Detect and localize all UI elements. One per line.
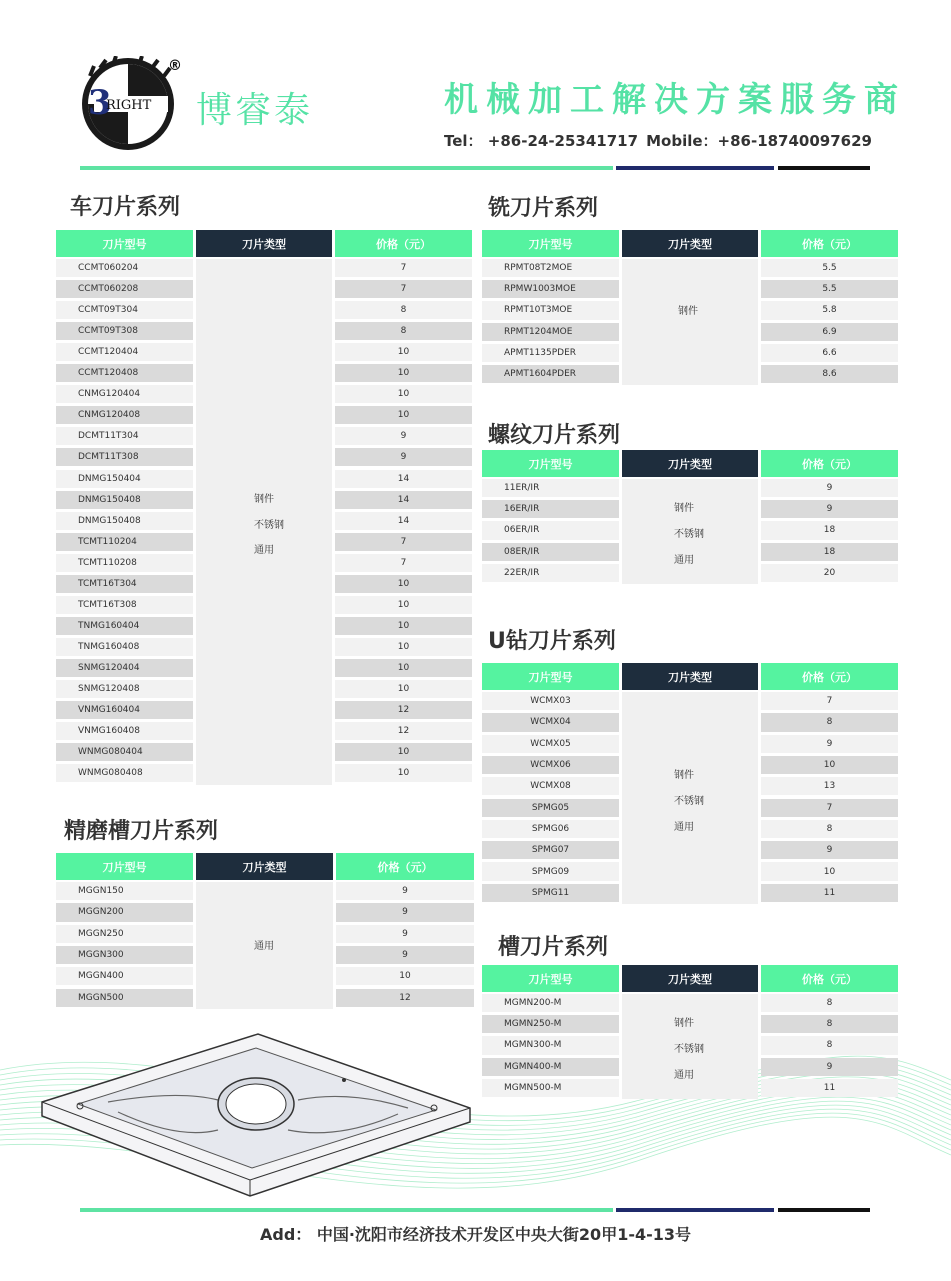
price-cell: 10 xyxy=(335,596,472,614)
price-cell: 9 xyxy=(336,925,474,943)
price-cell: 6.6 xyxy=(761,344,898,362)
model-cell: SPMG05 xyxy=(482,799,619,817)
model-cell: MGGN150 xyxy=(56,882,193,900)
table-header-grinding xyxy=(56,853,474,880)
type-line: 钢件 xyxy=(678,306,698,317)
model-cell: CCMT060204 xyxy=(56,259,193,277)
price-cell: 8 xyxy=(761,1036,898,1054)
model-cell: TNMG160408 xyxy=(56,638,193,656)
price-cell: 7 xyxy=(335,533,472,551)
model-cell: CCMT09T304 xyxy=(56,301,193,319)
price-cell: 9 xyxy=(336,882,474,900)
price-cell: 8 xyxy=(335,301,472,319)
model-cell: MGMN200-M xyxy=(482,994,619,1012)
slogan: 机械加工解决方案服务商 xyxy=(444,80,906,120)
turning-type-cell xyxy=(196,259,332,785)
price-cell: 7 xyxy=(335,259,472,277)
price-cell: 9 xyxy=(335,448,472,466)
model-cell: 06ER/IR xyxy=(482,521,619,539)
type-line: 通用 xyxy=(254,545,274,556)
price-cell: 8 xyxy=(761,1015,898,1033)
price-cell: 10 xyxy=(335,617,472,635)
price-cell: 7 xyxy=(761,692,898,710)
col-price: 价格（元） xyxy=(761,663,898,690)
col-model: 刀片型号 xyxy=(56,230,193,257)
price-cell: 9 xyxy=(761,500,898,518)
price-cell: 10 xyxy=(335,406,472,424)
model-cell: RPMW1003MOE xyxy=(482,280,619,298)
model-cell: CNMG120408 xyxy=(56,406,193,424)
section-title-turning: 车刀片系列 xyxy=(70,195,181,220)
col-type: 刀片类型 xyxy=(622,663,758,690)
model-cell: MGMN400-M xyxy=(482,1058,619,1076)
thread-type-cell xyxy=(622,479,758,584)
price-cell: 5.5 xyxy=(761,280,898,298)
table-header-udrill xyxy=(482,663,898,690)
table-header-groove xyxy=(482,965,898,992)
model-cell: MGMN300-M xyxy=(482,1036,619,1054)
section-title-thread: 螺纹刀片系列 xyxy=(488,423,621,448)
price-cell: 5.5 xyxy=(761,259,898,277)
type-line: 钢件 xyxy=(674,503,694,514)
price-cell: 7 xyxy=(335,554,472,572)
model-cell: APMT1135PDER xyxy=(482,344,619,362)
model-cell: MGGN500 xyxy=(56,989,193,1007)
price-cell: 8.6 xyxy=(761,365,898,383)
price-cell: 9 xyxy=(335,427,472,445)
col-model: 刀片型号 xyxy=(482,965,619,992)
model-cell: MGGN300 xyxy=(56,946,193,964)
price-cell: 6.9 xyxy=(761,323,898,341)
price-cell: 9 xyxy=(761,735,898,753)
type-line: 不锈钢 xyxy=(254,520,284,531)
milling-type-cell xyxy=(622,259,758,385)
udrill-type-cell xyxy=(622,692,758,904)
model-cell: WCMX08 xyxy=(482,777,619,795)
model-cell: TCMT110204 xyxy=(56,533,193,551)
groove-type-cell xyxy=(622,994,758,1099)
footer-rule-green xyxy=(80,1208,613,1212)
model-cell: SNMG120404 xyxy=(56,659,193,677)
footer-rule-black xyxy=(778,1208,870,1212)
model-cell: MGMN500-M xyxy=(482,1079,619,1097)
header-rule-green xyxy=(80,166,613,170)
model-cell: DNMG150404 xyxy=(56,470,193,488)
price-cell: 9 xyxy=(761,479,898,497)
col-price: 价格（元） xyxy=(761,965,898,992)
registered-mark: ® xyxy=(168,58,182,74)
header-rule-black xyxy=(778,166,870,170)
model-cell: RPMT1204MOE xyxy=(482,323,619,341)
col-type: 刀片类型 xyxy=(622,450,758,477)
model-cell: MGMN250-M xyxy=(482,1015,619,1033)
price-cell: 10 xyxy=(335,638,472,656)
price-cell: 18 xyxy=(761,543,898,561)
col-price: 价格（元） xyxy=(335,230,472,257)
price-cell: 10 xyxy=(335,575,472,593)
col-price: 价格（元） xyxy=(761,450,898,477)
price-cell: 10 xyxy=(761,756,898,774)
model-cell: CCMT09T308 xyxy=(56,322,193,340)
section-title-groove: 槽刀片系列 xyxy=(498,935,609,960)
type-line: 不锈钢 xyxy=(674,1044,704,1055)
price-cell: 10 xyxy=(336,967,474,985)
model-cell: SPMG07 xyxy=(482,841,619,859)
col-type: 刀片类型 xyxy=(196,230,332,257)
footer-rule-navy xyxy=(616,1208,774,1212)
col-type: 刀片类型 xyxy=(622,230,758,257)
table-header-thread xyxy=(482,450,898,477)
model-cell: VNMG160408 xyxy=(56,722,193,740)
price-cell: 9 xyxy=(336,946,474,964)
model-cell: MGGN200 xyxy=(56,903,193,921)
col-price: 价格（元） xyxy=(336,853,474,880)
col-model: 刀片型号 xyxy=(482,663,619,690)
section-title-grinding: 精磨槽刀片系列 xyxy=(64,819,219,844)
model-cell: TCMT16T308 xyxy=(56,596,193,614)
price-cell: 13 xyxy=(761,777,898,795)
model-cell: CCMT120408 xyxy=(56,364,193,382)
model-cell: 16ER/IR xyxy=(482,500,619,518)
model-cell: WCMX06 xyxy=(482,756,619,774)
price-cell: 14 xyxy=(335,512,472,530)
price-cell: 10 xyxy=(761,862,898,880)
col-type: 刀片类型 xyxy=(622,965,758,992)
contact-line xyxy=(444,130,872,151)
insert-illustration xyxy=(38,1030,474,1198)
col-model: 刀片型号 xyxy=(482,450,619,477)
price-cell: 9 xyxy=(336,903,474,921)
price-cell: 12 xyxy=(335,722,472,740)
type-line: 通用 xyxy=(674,1070,694,1081)
section-title-milling: 铣刀片系列 xyxy=(488,196,599,221)
price-cell: 12 xyxy=(335,701,472,719)
price-cell: 8 xyxy=(335,322,472,340)
model-cell: TCMT110208 xyxy=(56,554,193,572)
price-cell: 14 xyxy=(335,491,472,509)
col-price: 价格（元） xyxy=(761,230,898,257)
price-cell: 10 xyxy=(335,364,472,382)
type-line: 钢件 xyxy=(674,1018,694,1029)
grinding-type-cell xyxy=(196,882,333,1009)
model-cell: CCMT120404 xyxy=(56,343,193,361)
price-cell: 8 xyxy=(761,994,898,1012)
type-line: 通用 xyxy=(674,555,694,566)
model-cell: SPMG06 xyxy=(482,820,619,838)
model-cell: DNMG150408 xyxy=(56,491,193,509)
model-cell: MGGN400 xyxy=(56,967,193,985)
col-model: 刀片型号 xyxy=(56,853,193,880)
price-cell: 10 xyxy=(335,659,472,677)
price-cell: 10 xyxy=(335,385,472,403)
model-cell: CCMT060208 xyxy=(56,280,193,298)
table-header-milling xyxy=(482,230,898,257)
model-cell: 22ER/IR xyxy=(482,564,619,582)
table-header-turning xyxy=(56,230,472,257)
model-cell: APMT1604PDER xyxy=(482,365,619,383)
model-cell: WCMX05 xyxy=(482,735,619,753)
type-line: 钢件 xyxy=(674,770,694,781)
price-cell: 10 xyxy=(335,743,472,761)
type-line: 钢件 xyxy=(254,494,274,505)
price-cell: 20 xyxy=(761,564,898,582)
price-cell: 12 xyxy=(336,989,474,1007)
model-cell: TCMT16T304 xyxy=(56,575,193,593)
model-cell: 11ER/IR xyxy=(482,479,619,497)
model-cell: SPMG11 xyxy=(482,884,619,902)
price-cell: 8 xyxy=(761,713,898,731)
price-cell: 10 xyxy=(335,680,472,698)
model-cell: RPMT10T3MOE xyxy=(482,301,619,319)
model-cell: DNMG150408 xyxy=(56,512,193,530)
svg-text:3: 3 xyxy=(88,83,112,123)
col-type: 刀片类型 xyxy=(196,853,333,880)
price-cell: 9 xyxy=(761,841,898,859)
price-cell: 7 xyxy=(335,280,472,298)
model-cell: TNMG160404 xyxy=(56,617,193,635)
tel: Tel： +86-24-25341717 xyxy=(444,132,639,150)
col-model: 刀片型号 xyxy=(482,230,619,257)
model-cell: CNMG120404 xyxy=(56,385,193,403)
price-cell: 14 xyxy=(335,470,472,488)
price-cell: 9 xyxy=(761,1058,898,1076)
price-cell: 5.8 xyxy=(761,301,898,319)
brand-name: 博睿泰 xyxy=(196,90,314,131)
model-cell: WNMG080404 xyxy=(56,743,193,761)
price-cell: 18 xyxy=(761,521,898,539)
price-cell: 10 xyxy=(335,343,472,361)
section-title-udrill: U钻刀片系列 xyxy=(488,629,616,654)
company-address: Add： 中国·沈阳市经济技术开发区中央大街20甲1-4-13号 xyxy=(259,1225,692,1244)
price-cell: 11 xyxy=(761,884,898,902)
type-line: 不锈钢 xyxy=(674,529,704,540)
brand-logo xyxy=(80,56,176,152)
model-cell: RPMT08T2MOE xyxy=(482,259,619,277)
model-cell: WCMX04 xyxy=(482,713,619,731)
model-cell: WNMG080408 xyxy=(56,764,193,782)
model-cell: DCMT11T304 xyxy=(56,427,193,445)
type-line: 通用 xyxy=(254,941,274,952)
price-cell: 11 xyxy=(761,1079,898,1097)
price-cell: 10 xyxy=(335,764,472,782)
price-cell: 8 xyxy=(761,820,898,838)
model-cell: DCMT11T308 xyxy=(56,448,193,466)
mobile: Mobile：+86-18740097629 xyxy=(646,132,872,150)
model-cell: WCMX03 xyxy=(482,692,619,710)
model-cell: SPMG09 xyxy=(482,862,619,880)
model-cell: SNMG120408 xyxy=(56,680,193,698)
model-cell: 08ER/IR xyxy=(482,543,619,561)
header-rule-navy xyxy=(616,166,774,170)
model-cell: VNMG160404 xyxy=(56,701,193,719)
svg-text:RIGHT: RIGHT xyxy=(106,98,152,113)
model-cell: MGGN250 xyxy=(56,925,193,943)
type-line: 不锈钢 xyxy=(674,796,704,807)
type-line: 通用 xyxy=(674,822,694,833)
price-cell: 7 xyxy=(761,799,898,817)
